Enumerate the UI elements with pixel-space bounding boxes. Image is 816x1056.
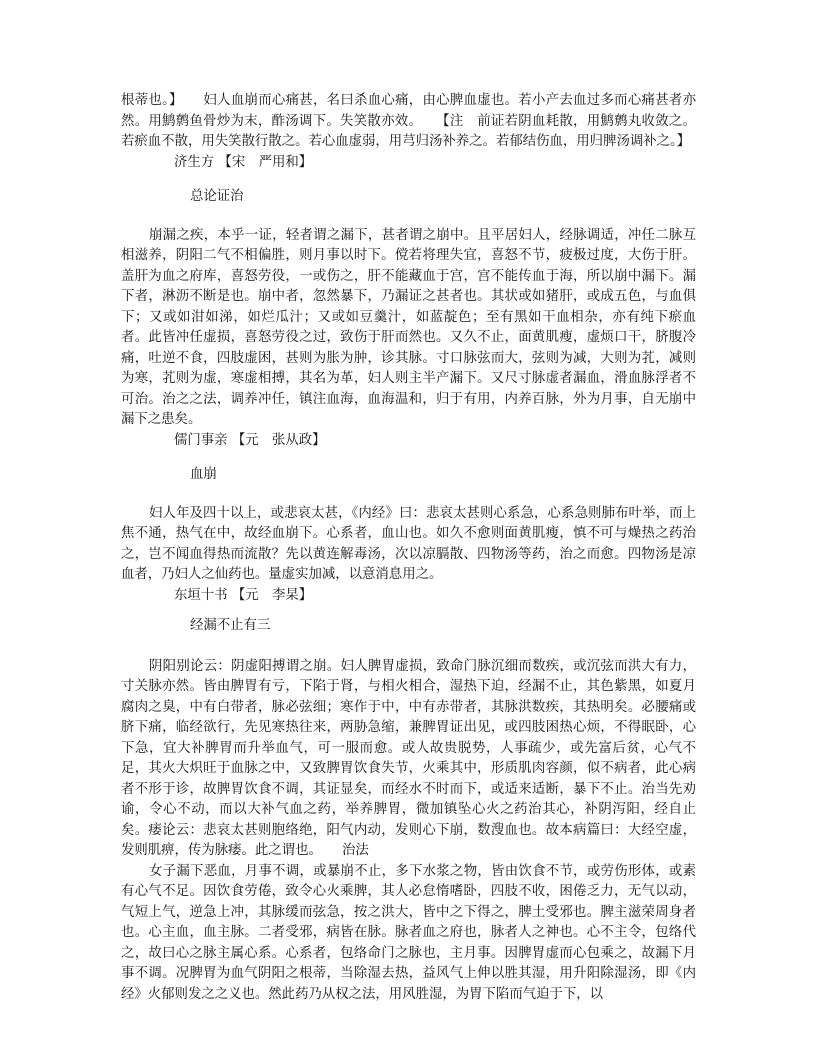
body-paragraph: 崩漏之疾，本乎一证，轻者谓之漏下，甚者谓之崩中。且平居妇人，经脉调适，冲任二脉互相滋养，阴阳二气不相偏胜，则月事以时下。傥若将理失宜，喜怒不节，疲极过度，大伤于肝。盖肝为血之府库，喜怒劳役，一或伤之，肝不能藏血于宫，宫不能传血于海，所以崩中漏下。漏下者，淋沥不断是也。崩中者，忽然暴下，乃漏证之甚者也。其状或如猪肝，或成五色，与血俱下；又或如泔如涕，如烂瓜汁；又或如豆羹汁，如蓝靛色；至有黑如干血相杂，亦有纯下瘀血者。此皆冲任虚损，喜怒劳役之过，致伤于肝而然也。又久不止，面黄肌瘦，虚烦口干，脐腹冷痛，吐逆不食，四肢虚困，甚则为胀为肿，诊其脉。寸口脉弦而大，弦则为减，大则为芤，减则为寒，芤则为虚，寒虚相搏，其名为革，妇人则主半产漏下。又尺寸脉虚者漏血，滑血脉浮者不可治。治之之法，调养冲任，镇注血海，血海温和，归于有用，内养百脉，外为月事，自无崩中漏下之患矣。 [121, 227, 696, 427]
source-reference: 东垣十书 【元 李杲】 [174, 587, 313, 603]
document-page [121, 91, 696, 1005]
source-reference: 济生方 【宋 严用和】 [174, 154, 313, 170]
section-heading: 经漏不止有三 [190, 618, 271, 633]
source-reference: 儒门事亲 【元 张从政】 [174, 432, 326, 448]
section-heading: 总论证治 [190, 189, 244, 204]
intro-paragraph: 根蒂也。】 妇人血崩而心痛甚，名曰杀血心痛，由心脾血虚也。若小产去血过多而心痛甚者亦然。用鹪鹩鱼骨炒为末，酢汤调下。失笑散亦效。 【注 前证若阴血耗散，用鹪鹩丸收敛之。若瘀血不散，用失笑散行散之。若心血虚弱，用芎归汤补养之。若郁结伤血，用归脾汤调补之。】 [121, 93, 696, 149]
section-heading: 血崩 [190, 467, 217, 482]
body-paragraph: 女子漏下恶血，月事不调，或暴崩不止，多下水浆之物，皆由饮食不节，或劳伤形体，或素有心气不足。因饮食劳倦，致令心火乘脾，其人必怠惰嗜卧，四肢不收，困倦乏力，无气以动，气短上气，逆急上冲，其脉缓而弦急，按之洪大，皆中之下得之，脾土受邪也。脾主滋荣周身者也。心主血，血主脉。二者受邪，病皆在脉。脉者血之府也，脉者人之神也。心不主令，包络代之，故曰心之脉主属心系。心系者，包络命门之脉也，主月事。因脾胃虚而心包乘之，故漏下月事不调。况脾胃为血气阴阳之根蒂，当除湿去热，益风气上伸以胜其湿，用升阳除湿汤，即《内经》火郁则发之之义也。然此药乃从权之法，用风胜湿，为胃下陷而气迫于下，以 [121, 863, 696, 1002]
body-paragraph: 妇人年及四十以上，或悲哀太甚，《内经》曰：悲哀太甚则心系急，心系急则肺布叶举，而上焦不通，热气在中，故经血崩下。心系者，血山也。如久不愈则面黄肌瘦，慎不可与燥热之药治之，岂不闻血得热而流散？先以黄连解毒汤，次以凉膈散、四物汤等药，治之而愈。四物汤是凉血者，乃妇人之仙药也。量虚实加减，以意消息用之。 [121, 505, 696, 582]
body-paragraph: 阴阳别论云：阴虚阳搏谓之崩。妇人脾胃虚损，致命门脉沉细而数疾，或沉弦而洪大有力，寸关脉亦然。皆由脾胃有亏，下陷于肾，与相火相合，湿热下迫，经漏不止，其色紫黑，如夏月腐肉之臭，中有白带者，脉必弦细；寒作于中，中有赤带者，其脉洪数疾，其热明矣。必腰痛或脐下痛，临经欲行，先见寒热往来，两胁急缩，兼脾胃证出见，或四肢困热心烦，不得眠卧，心下急，宜大补脾胃而升举血气，可一服而愈。或人故贵脱势，人事疏少，或先富后贫，心气不足，其火大炽旺于血脉之中，又致脾胃饮食失节，火乘其中，形质肌肉容颜，似不病者，此心病者不形于诊，故脾胃饮食不调，其证显矣，而经水不时而下，或适来适断，暴下不止。治当先劝谕，令心不动，而以大补气血之药，举养脾胃，微加镇坠心火之药治其心，补阴泻阳，经自止矣。痿论云：悲哀太甚则胞络绝，阳气内动，发则心下崩，数溲血也。故本病篇曰：大经空虚，发则肌痹，传为脉痿。此之谓也。 治法 [121, 658, 696, 858]
